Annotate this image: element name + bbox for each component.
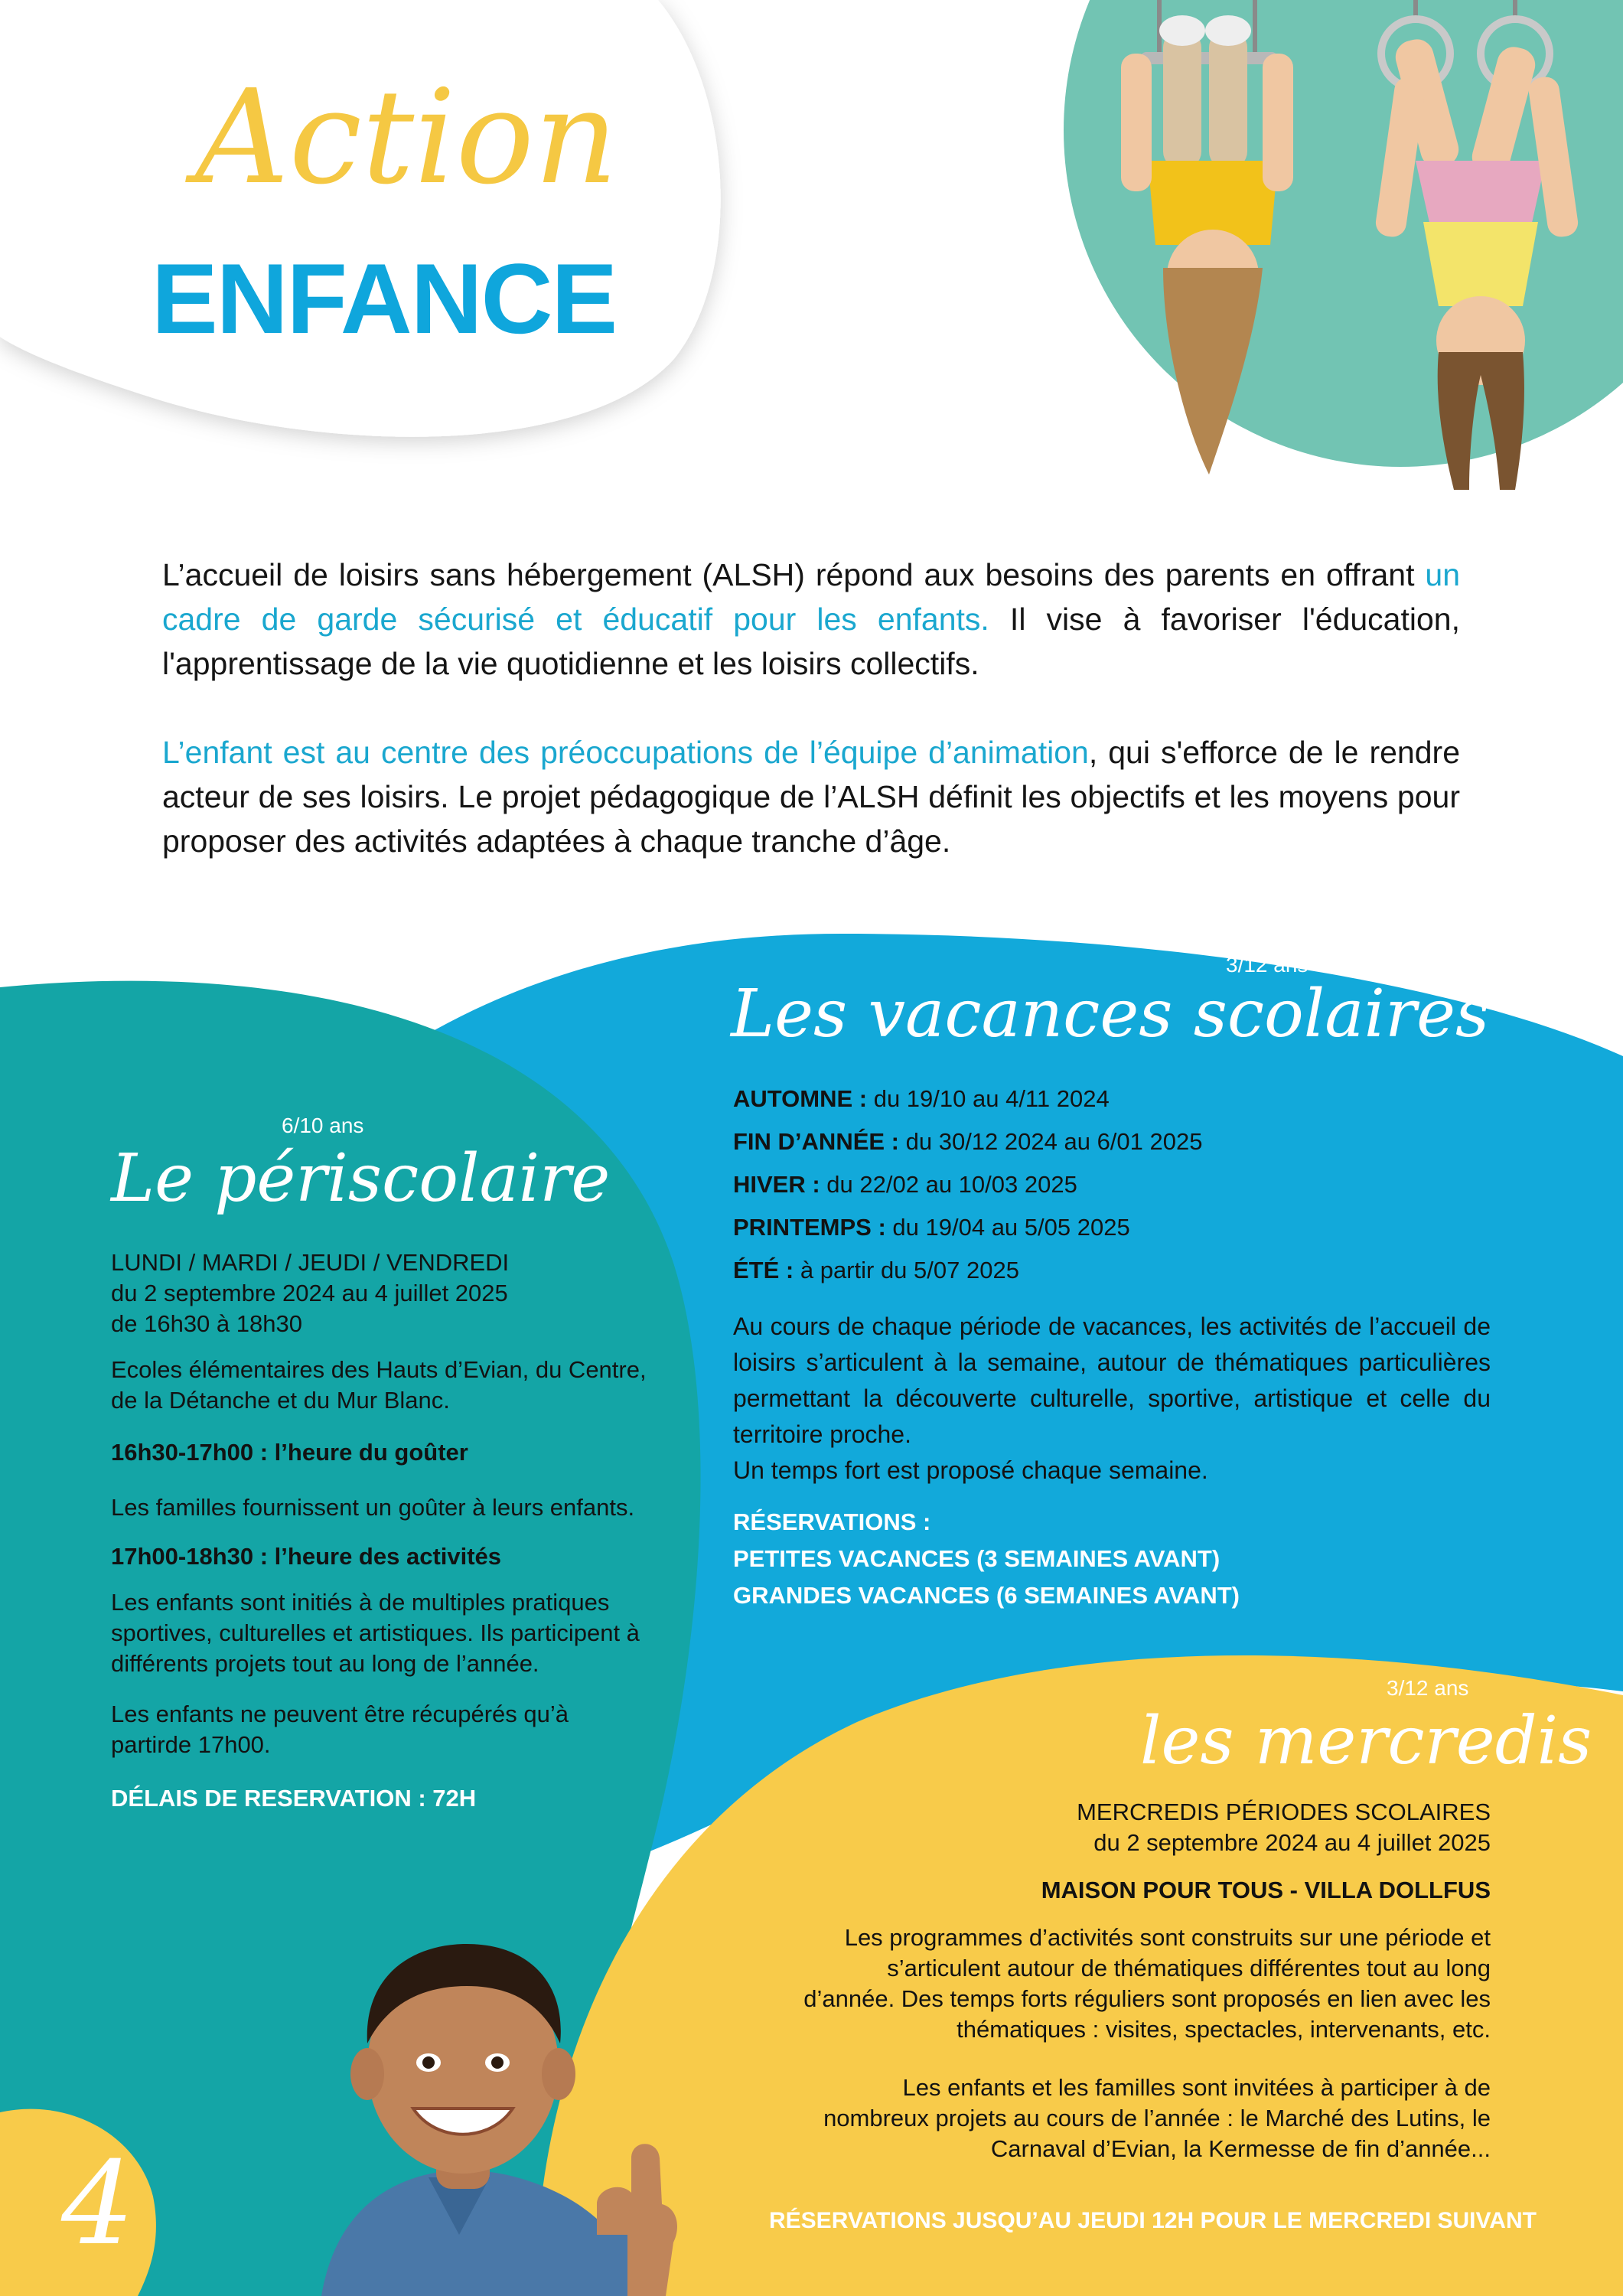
mercredis-reservation: RÉSERVATIONS JUSQU’AU JEUDI 12H POUR LE MERCREDI SUIVANT	[769, 2208, 1537, 2233]
kids-hanging-illustration	[1056, 0, 1623, 528]
title-script: Action	[195, 62, 618, 214]
vacances-period-row: AUTOMNE : du 19/10 au 4/11 2024	[733, 1085, 1110, 1112]
intro-highlight-2: L’enfant est au centre des préoccupations de l’équipe d’animation	[162, 735, 1089, 770]
vacances-reservation-item: PETITES VACANCES (3 SEMAINES AVANT)	[733, 1545, 1221, 1572]
periscolaire-age: 6/10 ans	[282, 1114, 364, 1137]
mercredis-age: 3/12 ans	[1387, 1676, 1469, 1700]
mercredis-text-1: Les programmes d’activités sont construits sur une période et s’articulent autour de thématiques différentes tout au long d’année. Des temps forts réguliers sont proposés en lien avec les thématiques : visites, spectacles, intervenants, etc.	[803, 1924, 1491, 2043]
mercredis-period: MERCREDIS PÉRIODES SCOLAIRES	[1077, 1799, 1491, 1825]
periscolaire-dates: du 2 septembre 2024 au 4 juillet 2025	[111, 1280, 508, 1306]
mercredis-text-2: Les enfants et les familles sont invitées à participer à de nombreux projets au cours de l’année : le Marché des Lutins, le Carnaval d’Evian, la Kermesse de fin d’année...	[823, 2074, 1491, 2162]
vacances-periods	[733, 1078, 1498, 1292]
periscolaire-content	[111, 1247, 647, 1814]
vacances-reservations	[733, 1504, 1240, 1614]
intro-section	[162, 553, 1460, 863]
vacances-period-row: ÉTÉ : à partir du 5/07 2025	[733, 1257, 1019, 1283]
intro-paragraph-2: L’enfant est au centre des préoccupations de l’équipe d’animation, qui s'efforce de le rendre acteur de ses loisirs. Le projet pédagogique de l’ALSH définit les objectifs et les moyens pour proposer des activités adaptées à chaque tranche d’âge.	[162, 735, 1460, 859]
vacances-period-row: PRINTEMPS : du 19/04 au 5/05 2025	[733, 1214, 1130, 1241]
periscolaire-title: Le périscolaire	[111, 1140, 611, 1217]
periscolaire-activites-text: Les enfants sont initiés à de multiples pratiques sportives, culturelles et artistiques. Ils participent à différents projets tout au long de l’année.	[111, 1589, 640, 1677]
periscolaire-hours: de 16h30 à 18h30	[111, 1310, 302, 1337]
mercredis-title: les mercredis	[1140, 1703, 1592, 1779]
vacances-reservation-item: GRANDES VACANCES (6 SEMAINES AVANT)	[733, 1582, 1240, 1609]
title-main: ENFANCE	[152, 243, 617, 354]
boy-thumbs-up-illustration	[291, 1913, 689, 2296]
periscolaire-delay: DÉLAIS DE RESERVATION : 72H	[111, 1785, 477, 1812]
vacances-description: Au cours de chaque période de vacances, les activités de l’accueil de loisirs s’articulent à la semaine, autour de thématiques particulières permettant la découverte culturelle, sportive, artistique et celle du territoire proche. Un temps fort est proposé chaque semaine.	[733, 1313, 1491, 1484]
periscolaire-schools: Ecoles élémentaires des Hauts d’Evian, du Centre, de la Détanche et du Mur Blanc.	[111, 1356, 647, 1414]
periscolaire-pickup: Les enfants ne peuvent être récupérés qu’à partirde 17h00.	[111, 1701, 569, 1758]
page-number: 4	[61, 2138, 135, 2271]
vacances-period-row: FIN D’ANNÉE : du 30/12 2024 au 6/01 2025	[733, 1128, 1203, 1155]
mercredis-content	[765, 1797, 1491, 2164]
periscolaire-days: LUNDI / MARDI / JEUDI / VENDREDI	[111, 1249, 510, 1276]
mercredis-place: MAISON POUR TOUS - VILLA DOLLFUS	[1041, 1877, 1491, 1903]
vacances-age: 3/12 ans	[1226, 953, 1309, 977]
vacances-reservations-title: RÉSERVATIONS :	[733, 1508, 931, 1535]
mercredis-dates: du 2 septembre 2024 au 4 juillet 2025	[1093, 1829, 1491, 1856]
periscolaire-gouter-text: Les familles fournissent un goûter à leurs enfants.	[111, 1494, 635, 1521]
intro-paragraph-1: L’accueil de loisirs sans hébergement (ALSH) répond aux besoins des parents en offrant un cadre de garde sécurisé et éducatif pour les enfants. Il vise à favoriser l'éducation, l'apprentissage de la vie quotidienne et les loisirs collectifs.	[162, 557, 1460, 681]
periscolaire-gouter-title: 16h30-17h00 : l’heure du goûter	[111, 1439, 468, 1466]
intro-highlight-1: un cadre de garde sécurisé et éducatif pour les enfants.	[162, 557, 1460, 637]
vacances-period-row: HIVER : du 22/02 au 10/03 2025	[733, 1171, 1077, 1198]
vacances-title: Les vacances scolaires	[731, 976, 1490, 1052]
periscolaire-activites-title: 17h00-18h30 : l’heure des activités	[111, 1543, 502, 1570]
